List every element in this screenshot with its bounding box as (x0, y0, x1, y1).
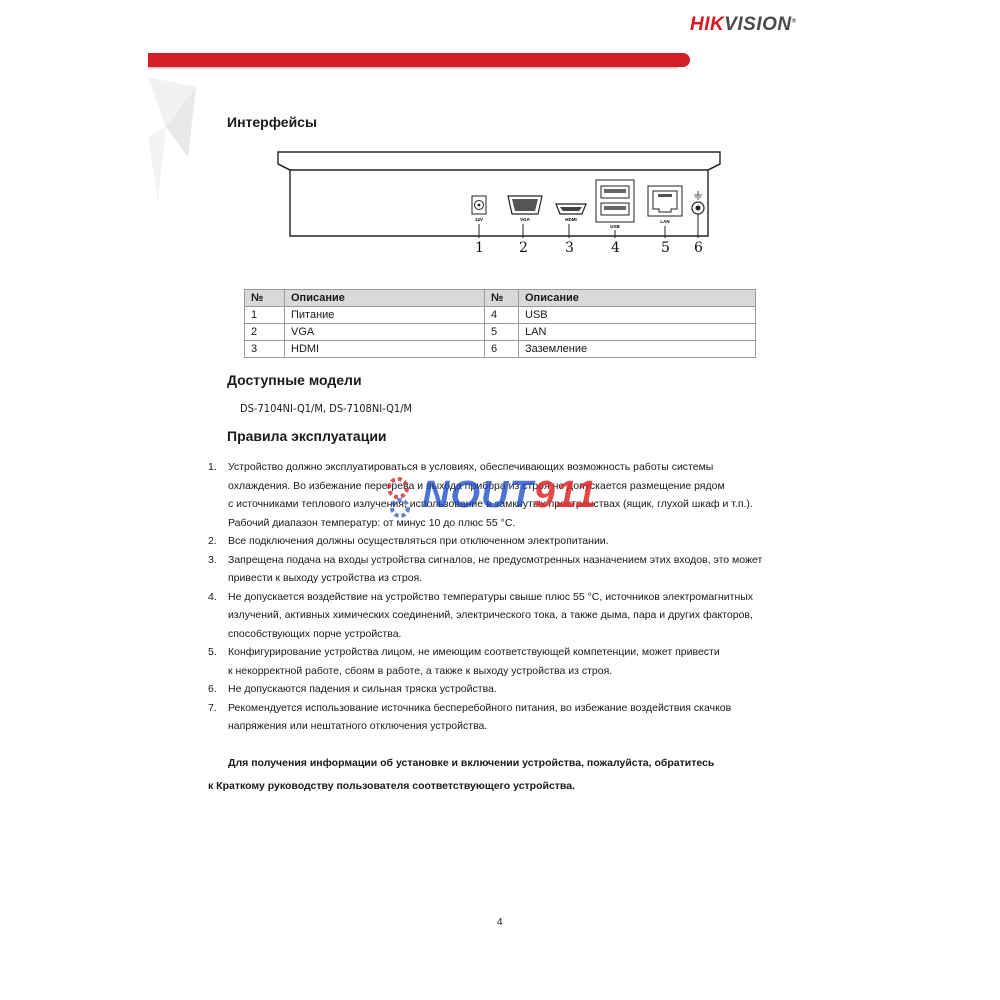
logo-registered-mark: ® (791, 18, 797, 25)
interfaces-table (244, 289, 756, 358)
power-port (472, 196, 486, 214)
header-description: Описание (519, 290, 756, 307)
callout-numbers (276, 240, 722, 264)
list-item-line: охлаждения. Во избежание перегрева и выхода прибора из строя не допускается размещение рядом (228, 479, 725, 492)
header-description: Описание (285, 290, 485, 307)
list-item (208, 643, 788, 680)
list-item-line: напряжения или нештатного отключения устройства. (228, 720, 488, 732)
table-cell: USB (519, 307, 756, 324)
models-heading: Доступные модели (227, 372, 362, 388)
table-cell: VGA (285, 324, 485, 341)
table-cell: Питание (285, 307, 485, 324)
list-item-line: к некорректной работе, сбоям в работе, а также к выходу устройства из строя. (228, 664, 613, 677)
header-red-bar (148, 53, 690, 67)
table-header-row (245, 290, 756, 307)
watermark (378, 468, 650, 530)
page-number: 4 (497, 917, 503, 928)
interfaces-heading: Интерфейсы (227, 114, 317, 130)
logo-red-part: HIK (690, 14, 725, 35)
nvr-rear-panel-diagram (276, 150, 722, 238)
lan-port-caption: LAN (660, 219, 670, 224)
hdmi-port-caption: HDMI (565, 217, 577, 222)
list-item-number: 2. (208, 535, 217, 547)
header-bar-shadow (148, 67, 678, 70)
gear-icon (378, 472, 418, 522)
hdmi-port (556, 204, 586, 214)
list-item-number: 4. (208, 590, 217, 603)
table-cell: Заземление (519, 341, 756, 358)
hikvision-logo (690, 14, 797, 36)
vga-port-caption: VGA (520, 217, 530, 222)
rules-heading: Правила эксплуатации (227, 428, 387, 444)
list-item (208, 680, 788, 699)
list-item-line: Не допускается воздействие на устройство температуры свыше плюс 55 °C, источников электромагнитных (228, 590, 754, 603)
table-cell: LAN (519, 324, 756, 341)
header-number: № (485, 290, 519, 307)
watermark-text-b: 911 (533, 474, 598, 516)
table-cell: HDMI (285, 341, 485, 358)
watermark-text (422, 474, 597, 517)
installation-note-line: Для получения информации об установке и включении устройства, пожалуйста, обратитесь (228, 757, 715, 769)
list-item-line: способствующих порче устройства. (228, 627, 402, 640)
table-cell: 3 (245, 341, 285, 358)
list-item-line: Устройство должно эксплуатироваться в условиях, обеспечивающих возможность работы системы (228, 461, 714, 473)
models-list: DS-7104NI-Q1/M, DS-7108NI-Q1/M (240, 402, 413, 415)
logo-gray-part: VISION (724, 14, 792, 35)
callout-4: 4 (611, 240, 620, 256)
callout-2: 2 (519, 240, 528, 256)
table-cell: 1 (245, 307, 285, 324)
callout-1: 1 (475, 240, 484, 256)
side-decoration-graphic (148, 67, 208, 207)
table-cell: 5 (485, 324, 519, 341)
callout-6: 6 (694, 240, 703, 256)
list-item-line: Рекомендуется использование источника бесперебойного питания, во избежание воздействия скачков (228, 701, 732, 714)
table-row (245, 324, 756, 341)
table-row (245, 307, 756, 324)
list-item-line: Конфигурирование устройства лицом, не имеющим соответствующей компетенции, может привести (228, 646, 720, 658)
installation-note-line: к Краткому руководству пользователя соответствующего устройства. (208, 780, 576, 792)
list-item (208, 532, 788, 551)
power-port-caption: 12V (474, 217, 484, 222)
header-number: № (245, 290, 285, 307)
table-cell: 4 (485, 307, 519, 324)
list-item-line: Не допускаются падения и сильная тряска устройства. (228, 683, 497, 695)
list-item-number: 3. (208, 553, 217, 566)
list-item-line: Все подключения должны осуществляться при отключенном электропитании. (228, 535, 609, 547)
list-item (208, 588, 788, 644)
lan-port (648, 186, 682, 216)
list-item-number: 5. (208, 646, 217, 658)
list-item-line: излучений, активных химических соединений, электрического тока, а также дыма, пара и других факторов, (228, 609, 753, 621)
table-row (245, 341, 756, 358)
list-item-line: привести к выходу устройства из строя. (228, 572, 423, 584)
callout-3: 3 (565, 240, 574, 256)
list-item-line: Рабочий диапазон температур: от минус 10 до плюс 55 °C. (228, 516, 516, 529)
usb-ports (596, 180, 634, 222)
list-item-line: с источниками теплового излучения, использование в замкнутых пространствах (ящик, глухой шкаф и т.п.). (228, 498, 753, 510)
usb-port-caption: USB (610, 224, 620, 229)
installation-note (208, 752, 768, 798)
list-item (208, 699, 788, 736)
list-item-number: 7. (208, 701, 217, 714)
watermark-text-a: NOUT (422, 474, 534, 516)
list-item-number: 1. (208, 461, 217, 473)
list-item-line: Запрещена подача на входы устройства сигналов, не предусмотренных назначением этих входов, это может (228, 553, 763, 566)
table-cell: 2 (245, 324, 285, 341)
vga-port (508, 196, 542, 214)
list-item (208, 551, 788, 588)
list-item-number: 6. (208, 683, 217, 695)
callout-5: 5 (661, 240, 670, 256)
table-cell: 6 (485, 341, 519, 358)
